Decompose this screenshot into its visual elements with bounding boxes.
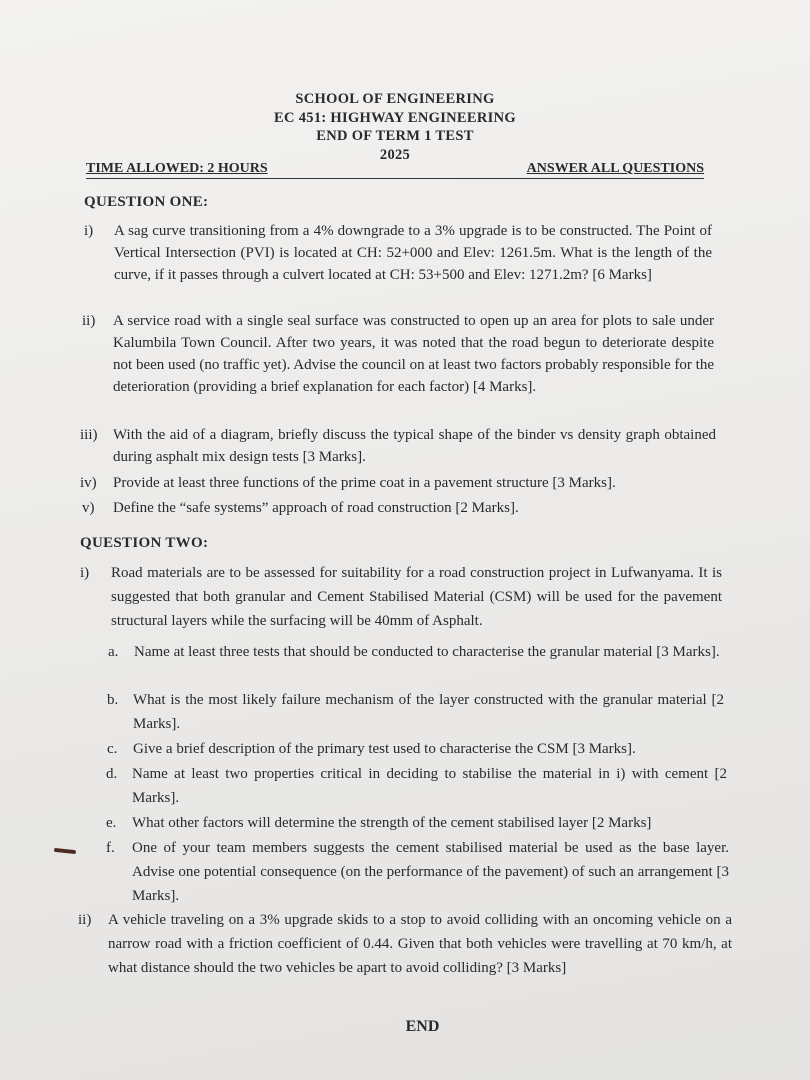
sub-text: Give a brief description of the primary test used to characterise the CSM [3 Marks]. xyxy=(133,741,636,757)
test-title: END OF TERM 1 TEST xyxy=(316,128,474,144)
course-title: EC 451: HIGHWAY ENGINEERING xyxy=(274,109,516,126)
exam-meta-row xyxy=(86,161,704,179)
item-number: ii) xyxy=(82,313,96,329)
q2-sub-f xyxy=(106,836,729,908)
end-marker: END xyxy=(405,1018,440,1035)
sub-letter: b. xyxy=(107,692,119,708)
item-text: Define the “safe systems” approach of road construction [2 Marks]. xyxy=(113,500,519,516)
item-number: i) xyxy=(84,223,94,239)
sub-text: What other factors will determine the strength of the cement stabilised layer [2 Marks] xyxy=(132,815,652,831)
item-text: With the aid of a diagram, briefly discuss the typical shape of the binder vs density graph obtained during asphalt mix design tests [3 Marks]. xyxy=(113,427,716,465)
q2-sub-d xyxy=(106,762,727,810)
q2-sub-e xyxy=(106,811,729,835)
item-text: Provide at least three functions of the prime coat in a pavement structure [3 Marks]. xyxy=(113,475,616,491)
pen-mark xyxy=(54,848,76,854)
q2-sub-b xyxy=(107,688,724,736)
q2-intro xyxy=(80,561,722,633)
q2-sub-c xyxy=(107,737,724,761)
q2-item-ii xyxy=(78,908,732,980)
sub-text: One of your team members suggests the cement stabilised material be used as the base layer. Advise one potential consequence (on the performance of the pavement) of such an arrangement [3 Marks]. xyxy=(132,840,729,904)
sub-text: What is the most likely failure mechanism of the layer constructed with the granular material [2 Marks]. xyxy=(133,692,724,732)
item-number: iv) xyxy=(80,475,97,491)
sub-letter: c. xyxy=(107,741,118,757)
sub-letter: a. xyxy=(108,644,119,660)
q2-sub-a xyxy=(108,640,722,664)
q1-item-iii xyxy=(80,424,716,468)
exam-header xyxy=(0,90,790,164)
q1-item-iv xyxy=(80,472,716,494)
sub-text: Name at least two properties critical in deciding to stabilise the material in i) with cement [2 Marks]. xyxy=(132,766,727,806)
q1-item-ii xyxy=(82,310,714,398)
item-text: A service road with a single seal surface was constructed to open up an area for plots to sale under Kalumbila Town Council. After two years, it was noted that the road begun to deteriorate despite not been used (no traffic yet). Advise the council on at least two factors probably responsible for the deterioration (providing a brief explanation for each factor) [4 Marks]. xyxy=(113,313,714,395)
time-allowed: TIME ALLOWED: 2 HOURS xyxy=(86,161,268,176)
question-one-heading: QUESTION ONE: xyxy=(84,194,209,210)
sub-letter: f. xyxy=(106,840,115,856)
question-two-heading: QUESTION TWO: xyxy=(80,535,209,551)
sub-letter: d. xyxy=(106,766,118,782)
item-number: v) xyxy=(82,500,95,516)
item-number: iii) xyxy=(80,427,98,443)
exam-year: 2025 xyxy=(379,146,411,163)
instruction: ANSWER ALL QUESTIONS xyxy=(526,161,704,176)
item-text: A sag curve transitioning from a 4% downgrade to a 3% upgrade is to be constructed. The Point of Vertical Intersection (PVI) is located at CH: 52+000 and Elev: 1261.5m. What is the length of the curve, if it passes through a culvert located at CH: 53+500 and Elev: 1271.2m? [6 Marks] xyxy=(114,223,712,283)
sub-letter: e. xyxy=(106,815,117,831)
item-number: i) xyxy=(80,565,90,581)
q1-item-i xyxy=(84,220,712,286)
sub-text: Name at least three tests that should be conducted to characterise the granular material [3 Marks]. xyxy=(134,644,720,660)
item-text: Road materials are to be assessed for suitability for a road construction project in Lufwanyama. It is suggested that both granular and Cement Stabilised Material (CSM) will be used for the pavement structural layers while the surfacing will be 40mm of Asphalt. xyxy=(111,565,722,629)
item-text: A vehicle traveling on a 3% upgrade skids to a stop to avoid colliding with an oncoming vehicle on a narrow road with a friction coefficient of 0.44. Given that both vehicles were travelling at 70 km/h, at what distance should the two vehicles be apart to avoid colliding? [3 Marks] xyxy=(108,912,732,976)
q1-item-v xyxy=(80,497,716,519)
item-number: ii) xyxy=(78,912,92,928)
school-name: SCHOOL OF ENGINEERING xyxy=(295,91,495,107)
